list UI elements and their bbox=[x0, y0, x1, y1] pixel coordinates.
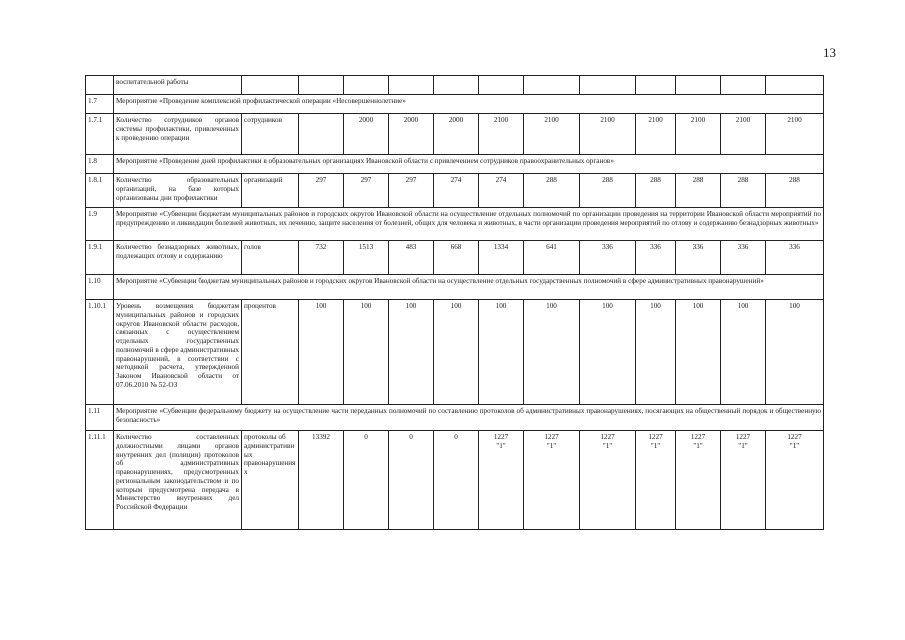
value-cell: 336 bbox=[721, 241, 766, 275]
value-cell: 288 bbox=[721, 174, 766, 208]
value-cell: 2100 bbox=[721, 114, 766, 155]
value-cell: 336 bbox=[766, 241, 824, 275]
activity-number: 1.7 bbox=[86, 95, 114, 114]
unit-cell: организаций bbox=[242, 174, 299, 208]
activity-title: Мероприятие «Субвенции бюджетам муниципальных районов и городских округов Ивановской области на осуществление отдельных государственных полномочий в сфере административных правонарушений» bbox=[114, 275, 824, 300]
table-row bbox=[86, 76, 824, 95]
value-cell: 288 bbox=[580, 174, 636, 208]
value-cell: 336 bbox=[636, 241, 676, 275]
value-cell: 100 bbox=[766, 300, 824, 405]
cell-num bbox=[86, 76, 114, 95]
indicator-row bbox=[86, 174, 824, 208]
value-cell: 274 bbox=[434, 174, 479, 208]
activity-number: 1.8 bbox=[86, 155, 114, 174]
value-cell: 2100 bbox=[766, 114, 824, 155]
value-cell: 100 bbox=[434, 300, 479, 405]
value-cell: 1227 "1" bbox=[479, 431, 524, 530]
indicator-number: 1.10.1 bbox=[86, 300, 114, 405]
value-cell: 641 bbox=[524, 241, 580, 275]
activity-title: Мероприятие «Субвенции бюджетам муниципальных районов и городских округов Ивановской области на осуществление отдельных полномочий по организации проведения на территории Ивановской области мероприятий по предупреждению и ликвидации болезней животных, их лечению, защите населения от болезней, общих для человека и животных, в части организации проведения мероприятий по отлову и содержанию безнадзорных животных» bbox=[114, 208, 824, 241]
unit-cell: сотрудников bbox=[242, 114, 299, 155]
indicator-row bbox=[86, 300, 824, 405]
value-cell: 1227 "1" bbox=[580, 431, 636, 530]
value-cell: 732 bbox=[299, 241, 344, 275]
value-cell: 297 bbox=[344, 174, 389, 208]
indicator-number: 1.11.1 bbox=[86, 431, 114, 530]
value-cell: 1227 "1" bbox=[524, 431, 580, 530]
value-cell: 288 bbox=[766, 174, 824, 208]
value-cell: 0 bbox=[434, 431, 479, 530]
indicators-table bbox=[85, 75, 824, 530]
value-cell: 1513 bbox=[344, 241, 389, 275]
value-cell: 2100 bbox=[524, 114, 580, 155]
value-cell: 0 bbox=[389, 431, 434, 530]
value-cell: 2000 bbox=[434, 114, 479, 155]
indicator-row bbox=[86, 431, 824, 530]
activity-number: 1.10 bbox=[86, 275, 114, 300]
value-cell: 100 bbox=[524, 300, 580, 405]
value-cell: 483 bbox=[389, 241, 434, 275]
value-cell: 100 bbox=[479, 300, 524, 405]
value-cell: 668 bbox=[434, 241, 479, 275]
value-cell: 288 bbox=[636, 174, 676, 208]
indicator-name-cell: Количество образовательных организаций, на базе которых организованы дни профилактики bbox=[114, 174, 242, 208]
value-cell: 0 bbox=[344, 431, 389, 530]
value-cell: 297 bbox=[389, 174, 434, 208]
indicator-name-cell: воспитательной работы bbox=[114, 76, 242, 95]
value-cell: 2100 bbox=[580, 114, 636, 155]
indicator-number: 1.8.1 bbox=[86, 174, 114, 208]
value-cell: 2000 bbox=[344, 114, 389, 155]
value-cell: 1227 "1" bbox=[721, 431, 766, 530]
activity-row bbox=[86, 95, 824, 114]
activity-title: Мероприятие «Проведение дней профилактики в образовательных организациях Ивановской области с привлечением сотрудников правоохранительных органов» bbox=[114, 155, 824, 174]
value-cell: 100 bbox=[636, 300, 676, 405]
value-cell: 1227 "1" bbox=[676, 431, 721, 530]
value-cell: 297 bbox=[299, 174, 344, 208]
activity-title: Мероприятие «Проведение комплексной профилактической операции «Несовершеннолетние» bbox=[114, 95, 824, 114]
indicator-row bbox=[86, 114, 824, 155]
value-cell: 336 bbox=[580, 241, 636, 275]
value-cell: 274 bbox=[479, 174, 524, 208]
value-cell: 1227 "1" bbox=[636, 431, 676, 530]
value-cell: 2000 bbox=[389, 114, 434, 155]
unit-cell: процентов bbox=[242, 300, 299, 405]
value-cell: 2100 bbox=[676, 114, 721, 155]
indicator-name-cell: Количество составленных должностными лицами органов внутренних дел (полиции) протоколов об административных правонарушениях, предусмотренных региональным законодательством и по которым предусмотрена передача в Министерство внутренних дел Российской Федерации bbox=[114, 431, 242, 530]
page-number: 13 bbox=[823, 45, 836, 60]
value-cell: 1334 bbox=[479, 241, 524, 275]
value-cell: 288 bbox=[676, 174, 721, 208]
indicator-row bbox=[86, 241, 824, 275]
value-cell: 100 bbox=[299, 300, 344, 405]
value-cell: 100 bbox=[389, 300, 434, 405]
activity-number: 1.9 bbox=[86, 208, 114, 241]
value-cell: 288 bbox=[524, 174, 580, 208]
activity-row bbox=[86, 405, 824, 431]
value-cell: 100 bbox=[344, 300, 389, 405]
indicator-name-cell: Количество безнадзорных животных, подлежащих отлову и содержанию bbox=[114, 241, 242, 275]
activity-row bbox=[86, 208, 824, 241]
value-cell: 100 bbox=[676, 300, 721, 405]
indicator-number: 1.7.1 bbox=[86, 114, 114, 155]
activity-title: Мероприятие «Субвенции федеральному бюджету на осуществление части переданных полномочий по составлению протоколов об административных правонарушениях, посягающих на общественный порядок и общественную безопасность» bbox=[114, 405, 824, 431]
activity-row bbox=[86, 155, 824, 174]
value-cell: 336 bbox=[676, 241, 721, 275]
value-cell: 13392 bbox=[299, 431, 344, 530]
value-cell: 100 bbox=[721, 300, 766, 405]
value-cell: 1227 "1" bbox=[766, 431, 824, 530]
indicator-number: 1.9.1 bbox=[86, 241, 114, 275]
indicator-name-cell: Уровень возмещения бюджетам муниципальных районов и городских округов Ивановской области расходов, связанных с осуществлением отдельных государственных полномочий в сфере административных правонарушений, в соответствии с методикой расчета, утвержденной Законом Ивановской области от 07.06.2010 № 52-ОЗ bbox=[114, 300, 242, 405]
value-cell: 100 bbox=[580, 300, 636, 405]
value-cell: 2100 bbox=[479, 114, 524, 155]
indicator-name-cell: Количество сотрудников органов системы профилактики, привлеченных к проведению операции bbox=[114, 114, 242, 155]
unit-cell: протоколы об административных правонарушениях bbox=[242, 431, 299, 530]
value-cell: 2100 bbox=[636, 114, 676, 155]
activity-number: 1.11 bbox=[86, 405, 114, 431]
activity-row bbox=[86, 275, 824, 300]
unit-cell: голов bbox=[242, 241, 299, 275]
